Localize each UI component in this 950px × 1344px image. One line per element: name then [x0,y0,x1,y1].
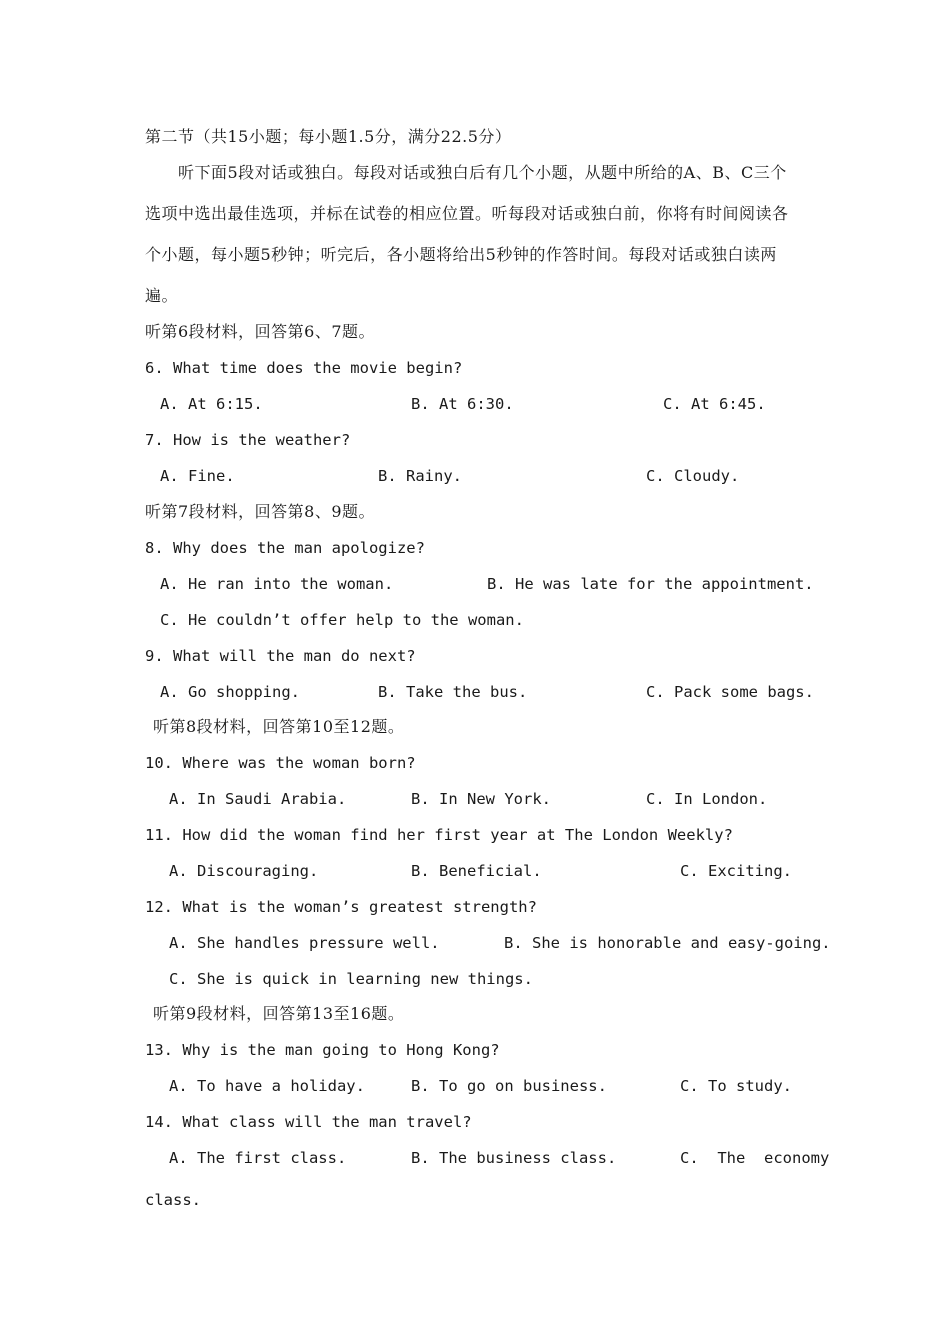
question-stem: 6. What time does the movie begin? [145,359,463,377]
instructions-line-2: 选项中选出最佳选项，并标在试卷的相应位置。听每段对话或独白前，你将有时间阅读各 [145,204,789,223]
question-stem: 9. What will the man do next? [145,647,416,665]
option-b: B. Rainy. [378,467,462,485]
option-a: A. To have a holiday. [169,1077,365,1095]
option-c: C. At 6:45. [663,395,766,413]
group-heading: 听第9段材料，回答第13至16题。 [153,1004,405,1023]
option-a: A. She handles pressure well. [169,934,440,952]
option-a: A. In Saudi Arabia. [169,790,347,808]
question-stem: 14. What class will the man travel? [145,1113,472,1131]
option-b: B. To go on business. [411,1077,607,1095]
option-c: C. The economy [680,1149,830,1167]
question-stem: 13. Why is the man going to Hong Kong? [145,1041,500,1059]
instructions-line-3: 个小题，每小题5秒钟；听完后，各小题将给出5秒钟的作答时间。每段对话或独白读两 [145,245,777,264]
option-a: A. The first class. [169,1149,347,1167]
question-stem: 10. Where was the woman born? [145,754,416,772]
option-a: A. He ran into the woman. [160,575,394,593]
option-b: B. The business class. [411,1149,617,1167]
option-c-wrap: class. [145,1191,201,1209]
option-c: C. In London. [646,790,768,808]
group-heading: 听第6段材料，回答第6、7题。 [145,322,376,341]
group-heading: 听第8段材料，回答第10至12题。 [153,717,405,736]
option-b: B. In New York. [411,790,551,808]
option-b: B. Beneficial. [411,862,542,880]
question-stem: 12. What is the woman’s greatest strength? [145,898,537,916]
option-a: A. Fine. [160,467,235,485]
option-b: B. He was late for the appointment. [487,575,814,593]
option-c: C. Cloudy. [646,467,740,485]
group-heading: 听第7段材料，回答第8、9题。 [145,502,376,521]
section-header: 第二节（共15小题；每小题1.5分，满分22.5分） [145,127,512,146]
option-b: B. She is honorable and easy-going. [504,934,831,952]
option-c: C. She is quick in learning new things. [169,970,533,988]
option-c: C. To study. [680,1077,792,1095]
option-c: C. He couldn’t offer help to the woman. [160,611,524,629]
option-c: C. Exciting. [680,862,792,880]
option-c: C. Pack some bags. [646,683,814,701]
question-stem: 7. How is the weather? [145,431,351,449]
option-a: A. Discouraging. [169,862,319,880]
option-b: B. At 6:30. [411,395,514,413]
question-stem: 11. How did the woman find her first year at The London Weekly? [145,826,733,844]
question-stem: 8. Why does the man apologize? [145,539,425,557]
option-b: B. Take the bus. [378,683,528,701]
instructions-line-1: 听下面5段对话或独白。每段对话或独白后有几个小题，从题中所给的A、B、C三个 [178,163,787,182]
option-a: A. At 6:15. [160,395,263,413]
option-a: A. Go shopping. [160,683,300,701]
instructions-line-4: 遍。 [145,286,179,305]
